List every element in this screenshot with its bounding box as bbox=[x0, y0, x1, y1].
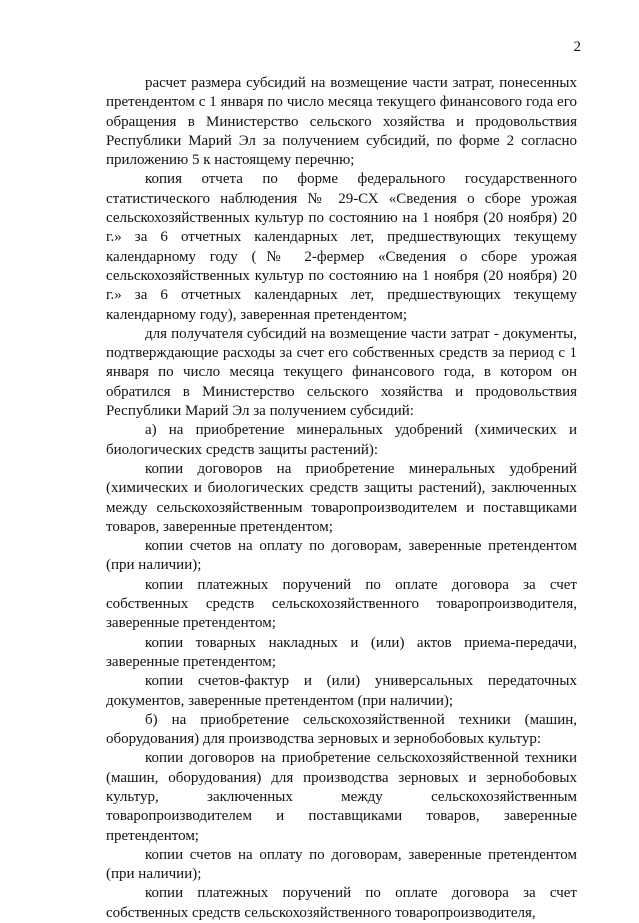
paragraph-item-b-heading: б) на приобретение сельскохозяйственной техники (машин, оборудования) для производства зерновых и зернобобовых культур: bbox=[106, 711, 577, 748]
paragraph-waybills: копии товарных накладных и (или) актов приема-передачи, заверенные претендентом; bbox=[106, 634, 577, 670]
paragraph-invoices-b: копии счетов на оплату по договорам, заверенные претендентом (при наличии); bbox=[106, 846, 577, 883]
paragraph-expense-documents: для получателя субсидий на возмещение части затрат - документы, подтверждающие расходы за счет его собственных средств за период с 1 января по число месяца текущего финансового года, в котором он обратился в Министерство сельского хозяйства и продовольствия Республики Марий Эл за получением субсидий: bbox=[106, 325, 577, 420]
paragraph-item-a-heading: а) на приобретение минеральных удобрений (химических и биологических средств защиты растений): bbox=[106, 422, 577, 458]
paragraph-invoices-a: копии счетов на оплату по договорам, заверенные претендентом (при наличии); bbox=[106, 538, 577, 574]
paragraph-statistical-report: копия отчета по форме федерального государственного статистического наблюдения № 29-СХ «Сведения о сборе урожая сельскохозяйственных культур по состоянию на 1 ноября (20 ноября) 20 г.» за 6 отчетных календарных лет, предшествующих текущему календарному году (№ 2-фермер «Сведения о сборе урожая сельскохозяйственных культур по состоянию на 1 ноября (20 ноября) 20 г.» за 6 отчетных календарных лет, предшествующих текущему календарному году), заверенная претендентом; bbox=[106, 171, 577, 323]
paragraph-subsidy-calculation: расчет размера субсидий на возмещение части затрат, понесенных претендентом с 1 января по число месяца текущего финансового года его обращения в Министерство сельского хозяйства и продовольствия Республики Марий Эл за получением субсидий, по форме 2 согласно приложению 5 к настоящему перечню; bbox=[106, 75, 577, 169]
paragraph-payment-orders-b: копии платежных поручений по оплате договора за счет собственных средств сельскохозяйственного товаропроизводителя, bbox=[106, 885, 577, 921]
page-number: 2 bbox=[573, 39, 581, 55]
paragraph-machinery-contracts: копии договоров на приобретение сельскохозяйственной техники (машин, оборудования) для производства зерновых и зернобобовых культур, заключенных между сельскохозяйственным товаропроизводителем и поставщиками товаров, заверенные претендентом; bbox=[106, 750, 577, 844]
paragraph-payment-orders-a: копии платежных поручений по оплате договора за счет собственных средств сельскохозяйственного товаропроизводителя, заверенные претендентом; bbox=[106, 576, 577, 632]
document-body bbox=[106, 74, 577, 923]
paragraph-fertilizer-contracts: копии договоров на приобретение минеральных удобрений (химических и биологических средств защиты растений), заключенных между сельскохозяйственным товаропроизводителем и поставщиками товаров, заверенные претендентом; bbox=[106, 460, 577, 535]
paragraph-invoice-factures: копии счетов-фактур и (или) универсальных передаточных документов, заверенные претендентом (при наличии); bbox=[106, 673, 577, 709]
